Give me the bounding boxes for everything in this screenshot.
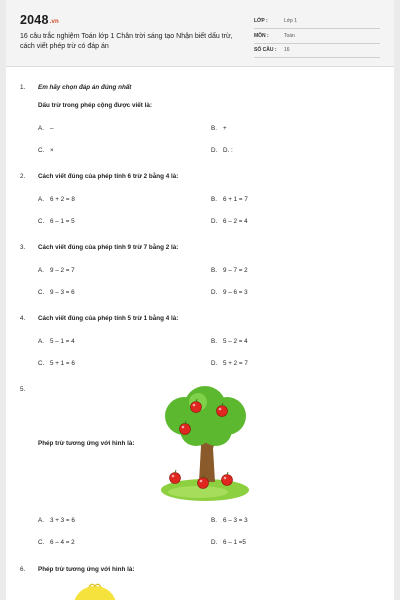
apple-tree-illustration — [158, 386, 252, 504]
question-number: 3. — [20, 244, 26, 251]
question-5-option-d[interactable]: D. 6 – 1 =5 — [211, 539, 246, 546]
question-5-option-c[interactable]: C. 6 – 4 = 2 — [38, 539, 75, 546]
question-4-option-c[interactable]: C. 5 + 1 = 6 — [38, 360, 75, 367]
chick-illustration — [70, 583, 120, 600]
question-text: Phép trừ tương ứng với hình là: — [38, 566, 135, 573]
question-number: 1. — [20, 84, 26, 91]
question-text: Cách viết đúng của phép tính 9 trừ 7 bằng 2 là: — [38, 244, 179, 251]
apple-on-ground — [222, 475, 233, 486]
chick-body — [74, 586, 116, 600]
meta-count-label: SỐ CÂU : — [254, 47, 277, 53]
meta-count-value: 16 — [284, 47, 290, 53]
question-number: 4. — [20, 315, 26, 322]
tree-foliage — [200, 414, 232, 446]
question-4-option-a[interactable]: A. 5 – 1 = 4 — [38, 338, 75, 345]
question-5-text: Phép trừ tương ứng với hình là: — [38, 440, 135, 447]
worksheet-page — [6, 0, 394, 600]
apple-on-ground — [198, 478, 209, 489]
question-text: Cách viết đúng của phép tính 6 trừ 2 bằng 4 là: — [38, 173, 179, 180]
site-logo[interactable] — [20, 13, 59, 27]
question-2-option-a[interactable]: A. 6 + 2 = 8 — [38, 196, 75, 203]
question-3-option-d[interactable]: D. 9 – 6 = 3 — [211, 289, 248, 296]
meta-subject-label: MÔN : — [254, 33, 269, 39]
question-number: 6. — [20, 566, 26, 573]
question-3-option-b[interactable]: B. 9 – 7 = 2 — [211, 267, 248, 274]
apple-on-tree — [191, 402, 202, 413]
question-1-text: Dấu trừ trong phép cộng được viết là: — [38, 102, 153, 109]
logo-text: 2048 — [20, 13, 49, 27]
meta-subject-value: Toán — [284, 33, 295, 39]
question-text: Cách viết đúng của phép tính 5 trừ 1 bằng 4 là: — [38, 315, 179, 322]
question-1-option-a[interactable]: A. – — [38, 125, 54, 132]
question-instruction: Em hãy chọn đáp án đúng nhất — [38, 84, 132, 91]
grass-highlight — [168, 486, 228, 498]
question-5-option-b[interactable]: B. 6 – 3 = 3 — [211, 517, 248, 524]
logo-suffix: .vn — [49, 19, 59, 25]
question-1-option-d[interactable]: D. D. : — [211, 147, 233, 154]
question-3-option-c[interactable]: C. 9 – 3 = 6 — [38, 289, 75, 296]
meta-class-row — [254, 15, 380, 29]
worksheet-header — [6, 0, 394, 67]
question-3-option-a[interactable]: A. 9 – 2 = 7 — [38, 267, 75, 274]
question-1-option-b[interactable]: B. + — [211, 125, 227, 132]
question-number: 5. — [20, 386, 26, 393]
question-4-option-b[interactable]: B. 5 – 2 = 4 — [211, 338, 248, 345]
meta-subject-row — [254, 30, 380, 44]
question-5-option-a[interactable]: A. 3 + 3 = 6 — [38, 517, 75, 524]
apple-on-ground — [170, 473, 181, 484]
question-1-option-c[interactable]: C. × — [38, 147, 54, 154]
page-title: 16 câu trắc nghiệm Toán lớp 1 Chân trời sáng tạo Nhận biết dấu trừ, cách viết phép trừ có đáp án — [20, 33, 233, 50]
question-2-option-c[interactable]: C. 6 – 1 = 5 — [38, 218, 75, 225]
meta-count-row — [254, 44, 380, 58]
question-2-option-d[interactable]: D. 6 – 2 = 4 — [211, 218, 248, 225]
question-4-option-d[interactable]: D. 5 + 2 = 7 — [211, 360, 248, 367]
apple-on-tree — [180, 424, 191, 435]
question-2-option-b[interactable]: B. 6 + 1 = 7 — [211, 196, 248, 203]
apple-on-tree — [217, 406, 228, 417]
question-number: 2. — [20, 173, 26, 180]
meta-class-label: LỚP : — [254, 18, 268, 24]
meta-class-value: Lớp 1 — [284, 18, 298, 24]
